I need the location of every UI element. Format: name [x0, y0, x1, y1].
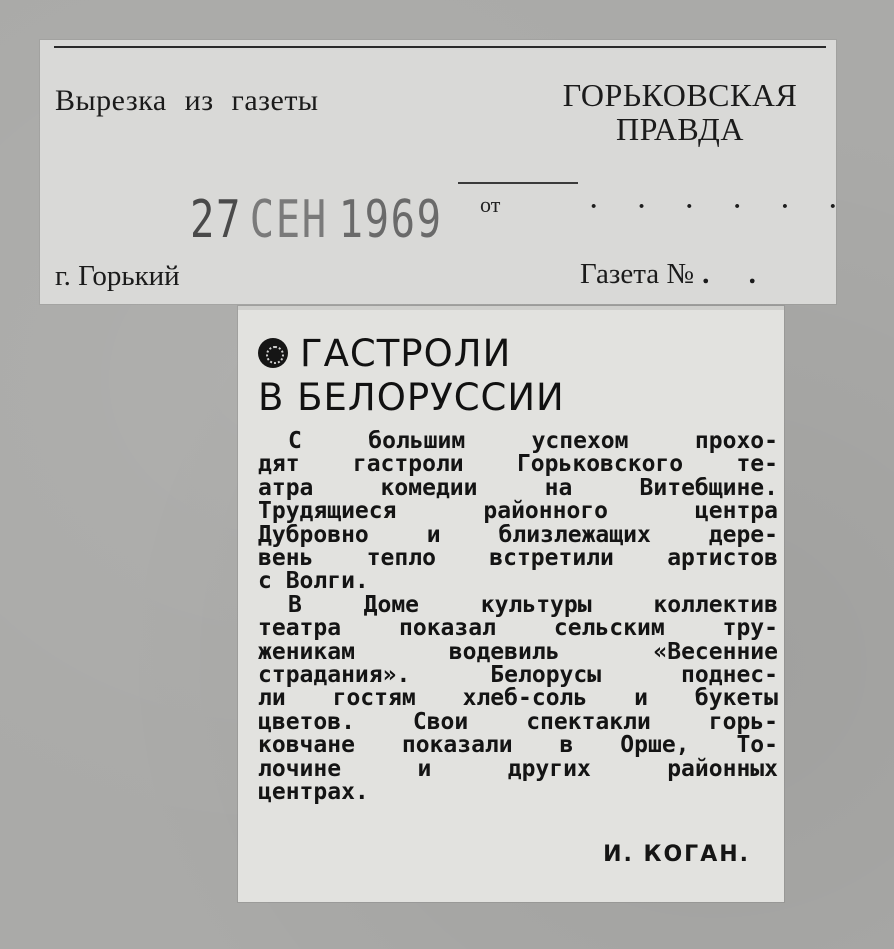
body-line: вень тепло встретили артистов — [258, 545, 778, 572]
body-line: лочине и других районных — [258, 755, 778, 782]
date-prefix-label: от — [480, 192, 501, 217]
headline-line-2: В БЕЛОРУССИИ — [258, 376, 565, 419]
body-line: женикам водевиль «Весенние — [258, 638, 778, 665]
clipping-header-slip — [40, 40, 853, 304]
issue-label: Газета № — [580, 258, 695, 290]
body-line: страдания». Белорусы поднес- — [258, 662, 778, 689]
body-line: Трудящиеся районного центра — [258, 498, 778, 525]
clipping-edge — [238, 306, 784, 310]
body-line: Дубровно и близлежащих дере- — [258, 521, 778, 548]
stamp-month: СЕН — [249, 190, 328, 250]
date-stamp — [190, 190, 443, 250]
newspaper-name-line-1: ГОРЬКОВСКАЯ — [562, 77, 798, 113]
body-line: дят гастроли Горьковского те- — [258, 451, 778, 478]
body-line: центрах. — [258, 779, 369, 806]
city-label: г. Горький — [55, 260, 180, 292]
body-line: ли гостям хлеб-соль и букеты — [258, 685, 778, 712]
article-author: И. КОГАН. — [603, 842, 750, 867]
bullet-emblem-icon — [258, 338, 288, 368]
stamp-day: 27 — [190, 190, 242, 250]
body-line: ковчане показали в Орше, То- — [258, 732, 778, 759]
header-rule — [54, 46, 826, 48]
body-line: В Доме культуры коллектив — [288, 591, 778, 618]
newspaper-name-line-2: ПРАВДА — [616, 111, 744, 147]
body-line: атра комедии на Витебщине. — [258, 474, 778, 501]
article-clipping — [238, 306, 784, 902]
date-dots: · · · · · · — [588, 188, 853, 225]
issue-dots: . . — [702, 258, 772, 290]
newspaper-name — [530, 78, 830, 146]
stamp-year: 1969 — [338, 190, 443, 250]
body-line: театра показал сельским тру- — [258, 615, 778, 642]
article-headline — [258, 332, 778, 420]
clipping-source-label: Вырезка из газеты — [55, 84, 319, 117]
body-line: цветов. Свои спектакли горь- — [258, 708, 778, 735]
body-line: С большим успехом прохо- — [288, 428, 778, 454]
article-body — [258, 430, 778, 805]
date-underline — [458, 182, 578, 184]
issue-number — [580, 258, 772, 291]
headline-line-1: ГАСТРОЛИ — [300, 332, 512, 375]
body-line: с Волги. — [258, 568, 369, 595]
